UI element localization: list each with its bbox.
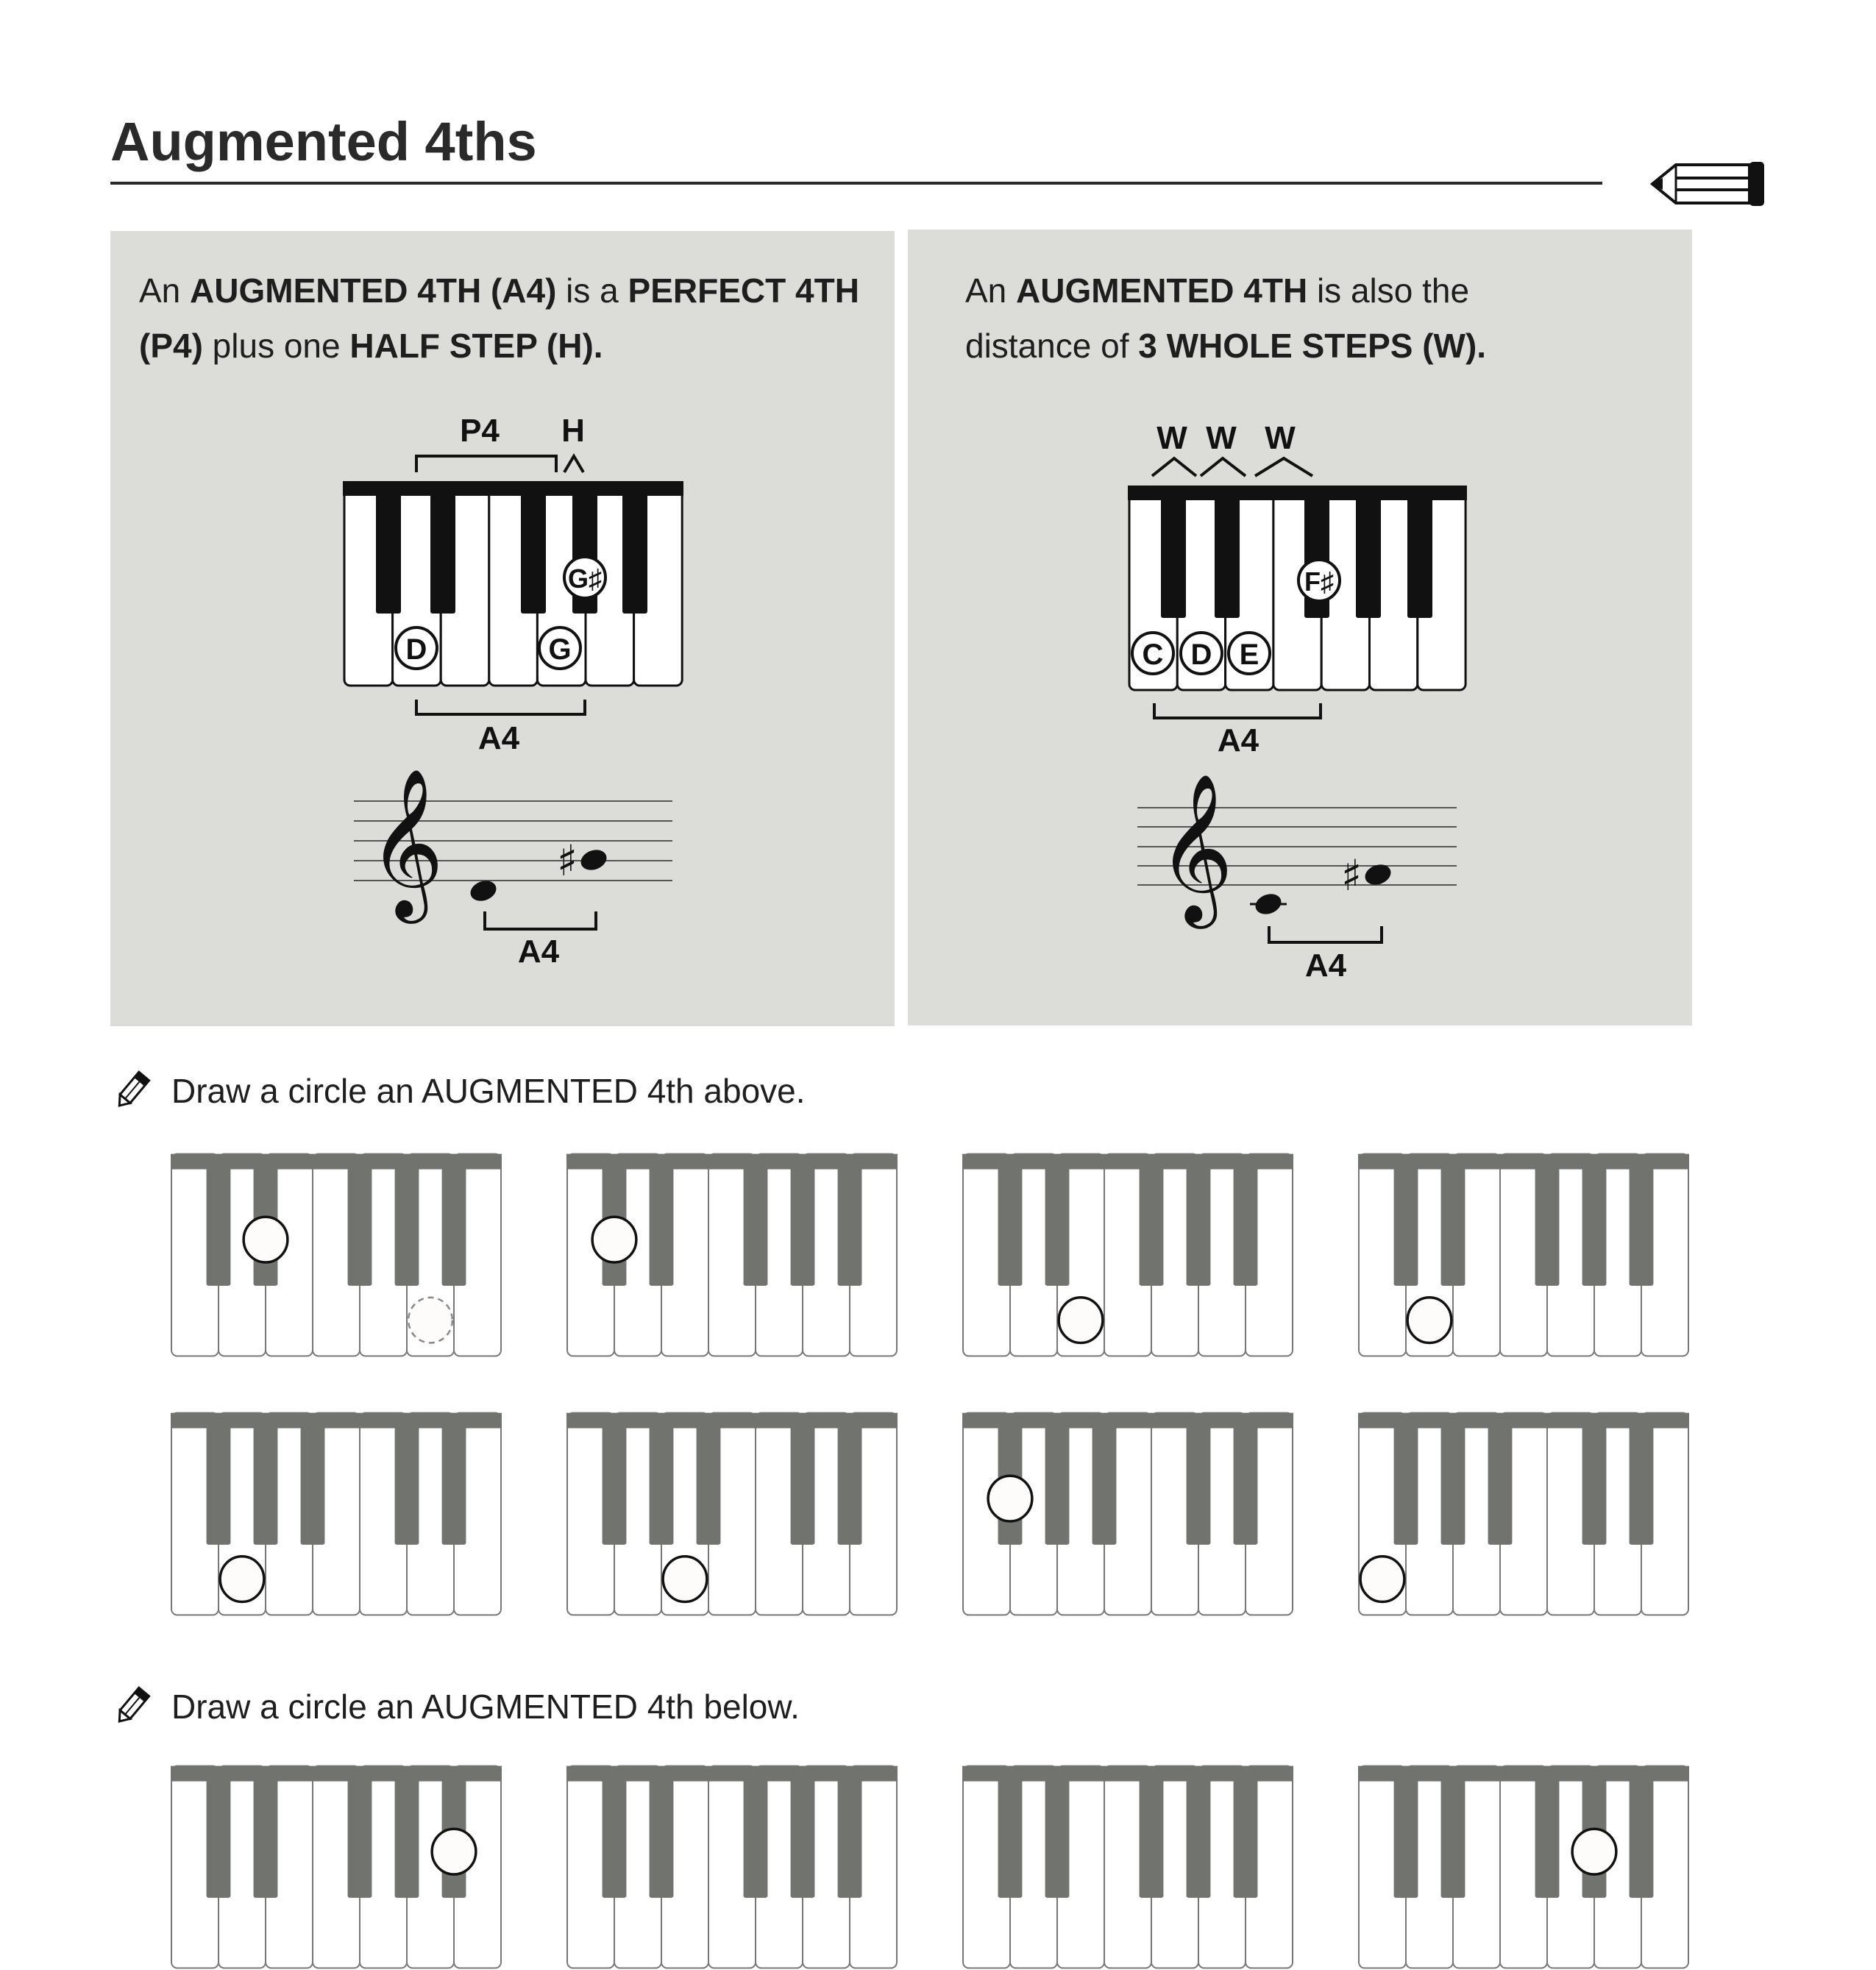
a4-label-keys: A4 xyxy=(477,720,520,756)
black-key[interactable] xyxy=(998,1766,1023,1898)
black-key[interactable] xyxy=(744,1766,768,1898)
exercise-keyboard[interactable] xyxy=(962,1411,1294,1617)
pencil-icon xyxy=(110,1686,153,1727)
black-key[interactable] xyxy=(791,1154,815,1286)
a4-label-staff: A4 xyxy=(517,934,560,970)
note-marker-c xyxy=(1132,633,1173,674)
exercise-keyboard[interactable] xyxy=(170,1152,502,1358)
black-key[interactable] xyxy=(395,1413,419,1545)
black-key[interactable] xyxy=(1092,1413,1117,1545)
black-key[interactable] xyxy=(348,1154,372,1286)
black-key[interactable] xyxy=(603,1766,627,1898)
exercise-keyboard[interactable] xyxy=(566,1764,898,1970)
black-key[interactable] xyxy=(1394,1766,1418,1898)
black-key[interactable] xyxy=(1535,1766,1560,1898)
black-key[interactable] xyxy=(1441,1154,1465,1286)
given-note-circle xyxy=(988,1476,1032,1521)
text-segment: An xyxy=(965,271,1017,310)
black-key[interactable] xyxy=(1187,1413,1211,1545)
black-key[interactable] xyxy=(395,1154,419,1286)
text-segment: distance of xyxy=(965,327,1139,365)
svg-text:G: G xyxy=(548,633,572,666)
note-marker-g xyxy=(539,627,580,669)
whole-step-carets xyxy=(1152,458,1312,476)
given-note-circle xyxy=(220,1557,264,1602)
black-key[interactable] xyxy=(838,1413,862,1545)
instruction-above: Draw a circle an AUGMENTED 4th above. xyxy=(171,1072,806,1110)
black-key[interactable] xyxy=(1045,1413,1070,1545)
black-key[interactable] xyxy=(395,1766,419,1898)
example-staff-left xyxy=(354,768,672,970)
black-key[interactable] xyxy=(348,1766,372,1898)
treble-clef-icon: 𝄞 xyxy=(368,768,444,917)
note-head-d xyxy=(468,878,500,905)
svg-text:G♯: G♯ xyxy=(567,563,603,594)
half-step-label: H xyxy=(561,413,585,449)
example-keyboard-left xyxy=(343,413,683,756)
example-staff-right xyxy=(1137,773,1457,984)
sharp-sign: ♯ xyxy=(556,836,578,886)
note-marker-d xyxy=(1181,633,1222,674)
treble-clef-icon: 𝄞 xyxy=(1157,773,1234,922)
a4-bracket-staff xyxy=(1269,926,1382,942)
black-key[interactable] xyxy=(1441,1766,1465,1898)
svg-text:D: D xyxy=(405,633,427,666)
pencil-icon xyxy=(110,1070,153,1112)
exercise-keyboard[interactable] xyxy=(1357,1411,1690,1617)
black-key[interactable] xyxy=(838,1154,862,1286)
black-key[interactable] xyxy=(1488,1413,1513,1545)
black-key[interactable] xyxy=(1187,1766,1211,1898)
sharp-sign: ♯ xyxy=(1340,850,1362,900)
exercise-keyboard[interactable] xyxy=(170,1764,502,1970)
exercise-keyboard[interactable] xyxy=(1357,1152,1690,1358)
black-key[interactable] xyxy=(1582,1413,1607,1545)
exercise-keyboard[interactable] xyxy=(962,1764,1294,1970)
instruction-below: Draw a circle an AUGMENTED 4th below. xyxy=(171,1688,800,1726)
exercise-keyboard[interactable] xyxy=(1357,1764,1690,1970)
black-key[interactable] xyxy=(254,1413,278,1545)
given-note-circle xyxy=(244,1217,288,1262)
whole-step-label-3: W xyxy=(1265,420,1296,456)
black-key[interactable] xyxy=(1045,1766,1070,1898)
note-marker-d xyxy=(396,627,437,669)
svg-text:F♯: F♯ xyxy=(1304,566,1334,597)
answer-hint-circle[interactable] xyxy=(408,1298,452,1343)
term-p4: (P4) xyxy=(139,327,203,365)
svg-text:C: C xyxy=(1142,639,1164,671)
text-segment: plus one xyxy=(202,327,350,365)
black-key[interactable] xyxy=(791,1766,815,1898)
text-segment: An xyxy=(139,271,191,310)
exercise-keyboard[interactable] xyxy=(566,1411,898,1617)
given-note-circle xyxy=(663,1557,707,1602)
black-key[interactable] xyxy=(207,1766,231,1898)
black-key[interactable] xyxy=(442,1154,466,1286)
text-segment: is also the xyxy=(1307,271,1470,310)
a4-label-staff: A4 xyxy=(1304,947,1347,984)
black-key[interactable] xyxy=(650,1413,674,1545)
given-note-circle xyxy=(1407,1298,1452,1343)
svg-text:D: D xyxy=(1190,639,1212,671)
black-key[interactable] xyxy=(1630,1766,1654,1898)
note-marker-f-sharp xyxy=(1298,560,1340,601)
black-key[interactable] xyxy=(838,1766,862,1898)
p4-bracket xyxy=(416,456,556,472)
black-key[interactable] xyxy=(207,1154,231,1286)
note-marker-e xyxy=(1229,633,1270,674)
black-key[interactable] xyxy=(1045,1154,1070,1286)
p4-label: P4 xyxy=(460,413,500,449)
a4-bracket-keys xyxy=(416,700,585,714)
given-note-circle xyxy=(1572,1829,1616,1874)
note-head-c xyxy=(1253,891,1285,918)
black-key[interactable] xyxy=(1441,1413,1465,1545)
term-augmented-4th: AUGMENTED 4TH (A4) xyxy=(190,271,557,310)
term-half-step: HALF STEP (H). xyxy=(349,327,603,365)
black-key[interactable] xyxy=(603,1413,627,1545)
black-key[interactable] xyxy=(1140,1766,1164,1898)
page-title: Augmented 4ths xyxy=(110,111,537,172)
black-key[interactable] xyxy=(254,1766,278,1898)
black-key[interactable] xyxy=(207,1413,231,1545)
black-key[interactable] xyxy=(1187,1154,1211,1286)
black-key[interactable] xyxy=(1630,1154,1654,1286)
black-key[interactable] xyxy=(442,1413,466,1545)
black-key[interactable] xyxy=(744,1154,768,1286)
exercise-keyboard[interactable] xyxy=(566,1152,898,1358)
given-note-circle xyxy=(1059,1298,1103,1343)
whole-step-label-1: W xyxy=(1156,420,1187,456)
given-note-circle xyxy=(432,1829,476,1874)
black-key[interactable] xyxy=(1582,1154,1607,1286)
black-key[interactable] xyxy=(1394,1154,1418,1286)
term-perfect-4th: PERFECT 4TH xyxy=(628,271,859,310)
a4-bracket-staff xyxy=(485,911,596,929)
term-whole-steps: 3 WHOLE STEPS (W). xyxy=(1138,327,1487,365)
black-key[interactable] xyxy=(650,1766,674,1898)
black-key[interactable] xyxy=(1630,1413,1654,1545)
black-key[interactable] xyxy=(998,1154,1023,1286)
black-key[interactable] xyxy=(1234,1413,1258,1545)
example-keyboard-right xyxy=(1128,420,1467,758)
black-key[interactable] xyxy=(1234,1766,1258,1898)
black-key[interactable] xyxy=(301,1413,325,1545)
note-head-g-sharp xyxy=(578,847,610,874)
text-segment: is a xyxy=(556,271,628,310)
black-key[interactable] xyxy=(697,1413,721,1545)
black-key[interactable] xyxy=(1140,1154,1164,1286)
black-key[interactable] xyxy=(1234,1154,1258,1286)
given-note-circle xyxy=(1360,1557,1404,1602)
a4-label-keys: A4 xyxy=(1217,722,1259,758)
whole-step-label-2: W xyxy=(1206,420,1237,456)
given-note-circle xyxy=(592,1217,636,1262)
exercise-keyboard[interactable] xyxy=(170,1411,502,1617)
note-marker-g-sharp xyxy=(564,557,605,598)
half-step-caret xyxy=(564,456,583,472)
a4-bracket-keys xyxy=(1154,703,1321,718)
black-key[interactable] xyxy=(650,1154,674,1286)
black-key[interactable] xyxy=(1394,1413,1418,1545)
svg-text:E: E xyxy=(1239,639,1259,671)
black-key[interactable] xyxy=(1535,1154,1560,1286)
exercise-keyboard[interactable] xyxy=(962,1152,1294,1358)
black-key[interactable] xyxy=(791,1413,815,1545)
term-augmented-4th: AUGMENTED 4TH xyxy=(1016,271,1308,310)
